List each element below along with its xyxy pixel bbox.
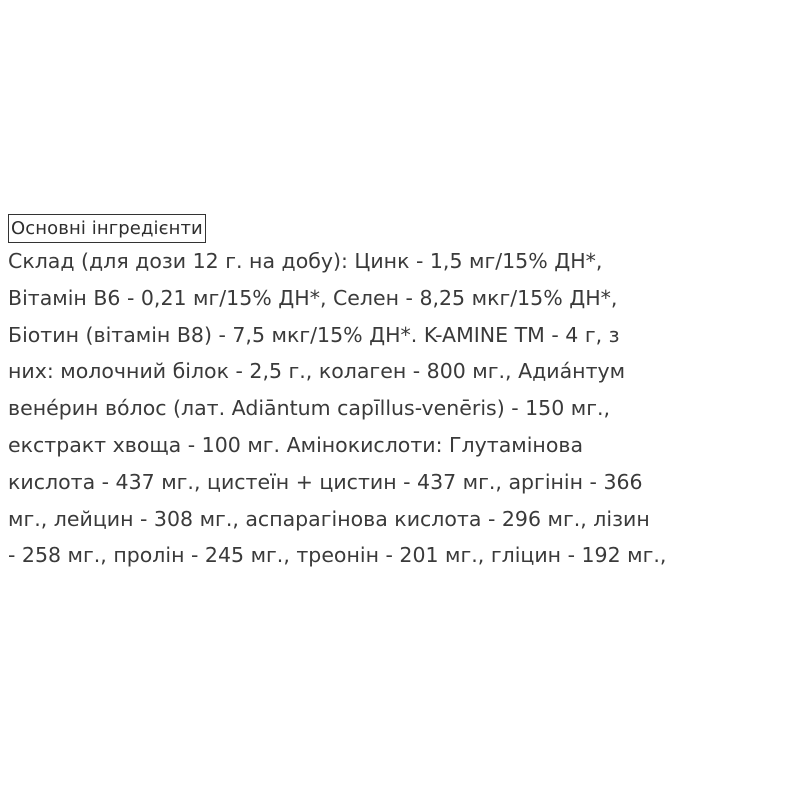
text-line: екстракт хвоща - 100 мг. Амінокислоти: Глутамінова [8, 432, 584, 457]
text-line: - 258 мг., пролін - 245 мг., треонін - 201 мг., гліцин - 192 мг., [8, 543, 667, 568]
text-line: Вітамін B6 - 0,21 мг/15% ДН*, Селен - 8,25 мкг/15% ДН*, [8, 285, 618, 310]
text-line: Біотин (вітамін B8) - 7,5 мкг/15% ДН*. K-AMINE TM - 4 г, з [8, 322, 620, 347]
text-line: кислота - 437 мг., цистеїн + цистин - 437 мг., аргінін - 366 [8, 469, 643, 494]
text-line: них: молочний білок - 2,5 г., колаген - 800 мг., Адиа́нтум [8, 359, 626, 384]
ingredients-text [8, 243, 794, 574]
ingredients-section [8, 214, 794, 574]
section-heading: Основні інгредієнти [8, 214, 206, 243]
text-line: Склад (для дози 12 г. на добу): Цинк - 1,5 мг/15% ДН*, [8, 249, 603, 273]
text-line: вене́рин во́лос (лат. Adiāntum capīllus-venēris) - 150 мг., [8, 396, 611, 421]
text-line: мг., лейцин - 308 мг., аспарагінова кислота - 296 мг., лізин [8, 506, 650, 531]
